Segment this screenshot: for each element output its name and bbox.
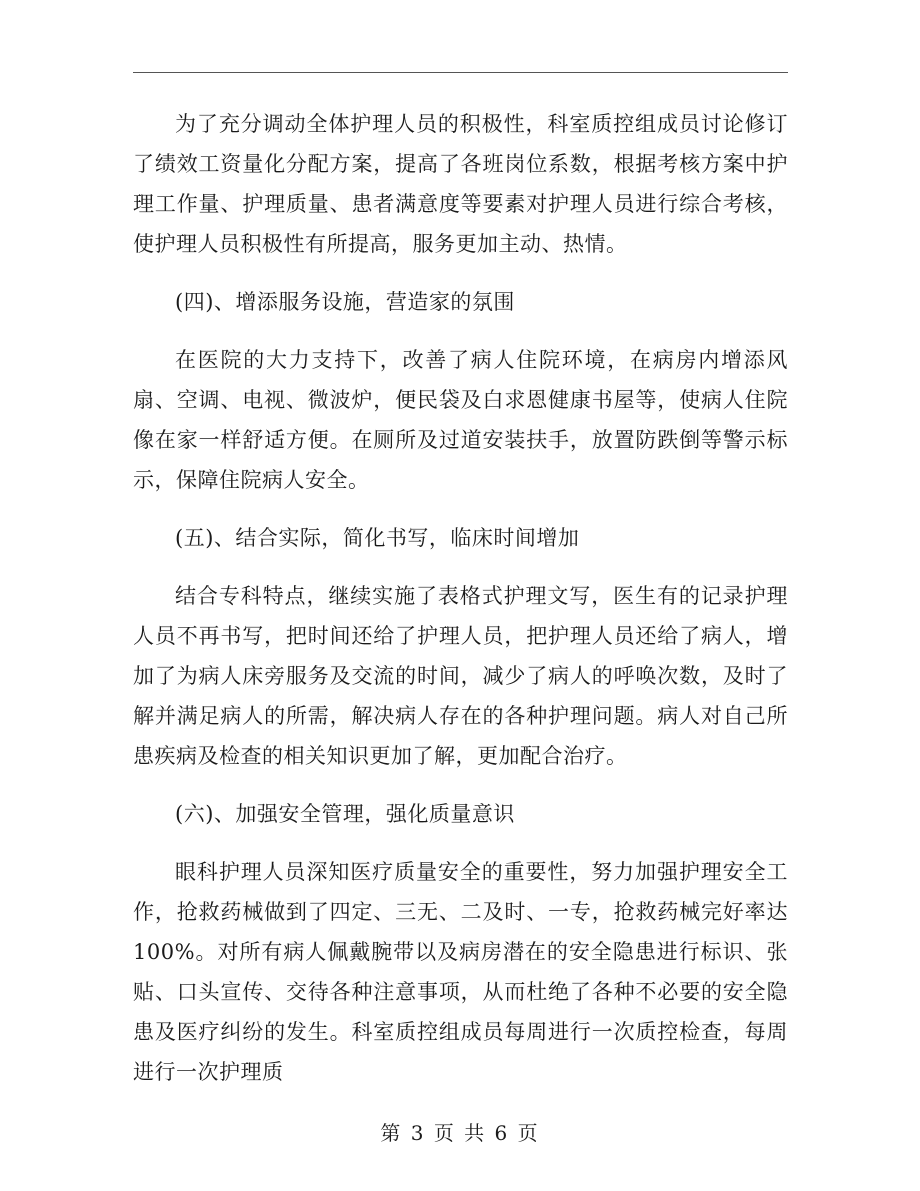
paragraph-1: 为了充分调动全体护理人员的积极性，科室质控组成员讨论修订了绩效工资量化分配方案，提高了各班岗位系数，根据考核方案中护理工作量、护理质量、患者满意度等要素对护理人员进行综合考核，使护理人员积极性有所提高，服务更加主动、热情。 bbox=[133, 112, 788, 256]
document-body bbox=[133, 104, 788, 1092]
paragraph-4: 眼科护理人员深知医疗质量安全的重要性，努力加强护理安全工作，抢救药械做到了四定、三无、二及时、一专，抢救药械完好率达 100%。对所有病人佩戴腕带以及病房潜在的安全隐患进行标识、张贴、口头宣传、交待各种注意事项，从而杜绝了各种不必要的安全隐患及医疗纠纷的发生。科室质控组成员每周进行一次质控检查，每周进行一次护理质 bbox=[133, 860, 788, 1084]
section-heading-5: (五)、结合实际，简化书写，临床时间增加 bbox=[175, 526, 580, 550]
page-number-footer: 第 3 页 共 6 页 bbox=[380, 1121, 540, 1145]
section-heading-6: (六)、加强安全管理，强化质量意识 bbox=[175, 802, 515, 826]
paragraph-3: 结合专科特点，继续实施了表格式护理文写，医生有的记录护理人员不再书写，把时间还给了护理人员，把护理人员还给了病人，增加了为病人床旁服务及交流的时间，减少了病人的呼唤次数，及时了解并满足病人的所需，解决病人存在的各种护理问题。病人对自己所患疾病及检查的相关知识更加了解，更加配合治疗。 bbox=[133, 584, 788, 768]
paragraph-2: 在医院的大力支持下，改善了病人住院环境，在病房内增添风扇、空调、电视、微波炉，便民袋及白求恩健康书屋等，使病人住院像在家一样舒适方便。在厕所及过道安装扶手，放置防跌倒等警示标示，保障住院病人安全。 bbox=[133, 348, 788, 492]
header-rule bbox=[133, 72, 788, 73]
section-heading-4: (四)、增添服务设施，营造家的氛围 bbox=[175, 290, 515, 314]
